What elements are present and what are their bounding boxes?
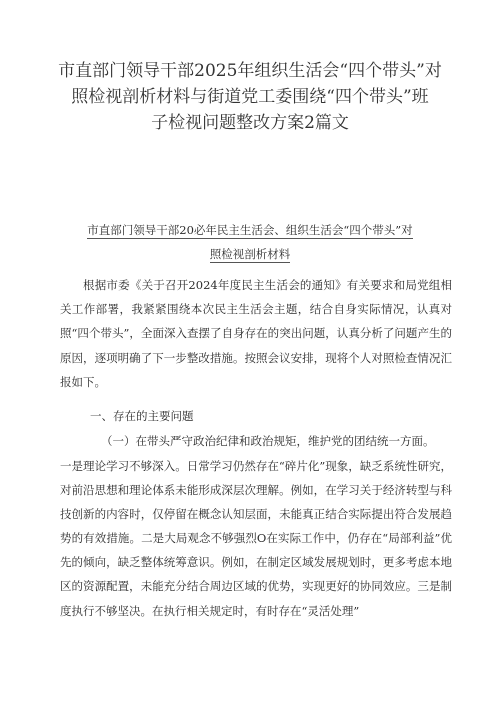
- section-title: [40, 218, 460, 266]
- body-paragraph: 一是理论学习不够深入。日常学习仍然存在“碎片化”现象，缺乏系统性研究，对前沿思想和理论体系未能形成深层次理解。例如，在学习关于经济转型与科技创新的内容时，仅停留在概念认知层面，未能真正结合实际提出符合发展趋势的有效措施。二是大局观念不够强烈O在实际工作中，仍存在“局部利益”优先的倾向，缺乏整体统筹意识。例如，在制定区域发展规划时，更多考虑本地区的资源配置，未能充分结合周边区域的优势，实现更好的协同效应。三是制度执行不够坚决。在执行相关规定时，有时存在“灵活处理”: [60, 459, 452, 618]
- subtitle-line-2: 照检视剖析材料: [209, 247, 291, 261]
- title-line-2: 照检视剖析材料与街道党工委围绕“四个带头”班: [71, 87, 429, 107]
- subtitle-line-1: 市直部门领导干部20必年民主生活会、组织生活会“四个带头”对: [87, 223, 413, 237]
- title-line-1: 市直部门领导干部2025年组织生活会“四个带头”对: [58, 61, 442, 81]
- intro-block: [60, 273, 452, 394]
- subsection-heading: （一）在带头严守政治纪律和政治规矩，维护党的团结统一方面。: [101, 434, 435, 448]
- title-line-3: 子检视问题整改方案2篇文: [151, 113, 349, 133]
- section-heading: 一、存在的主要问题: [90, 409, 194, 423]
- intro-paragraph: 根据市委《关于召开2024年度民主生活会的通知》有关要求和局党组相关工作部署，我紧紧围绕本次民主生活会主题，结合自身实际情况，认真对照“四个带头”，全面深入查摆了自身存在的突出问题，认真分析了问题产生的原因，逐项明确了下一步整改措施。按照会议安排，现将个人对照检查情况汇报如下。: [60, 278, 452, 389]
- body-block: [60, 454, 452, 623]
- document-title: [40, 58, 460, 136]
